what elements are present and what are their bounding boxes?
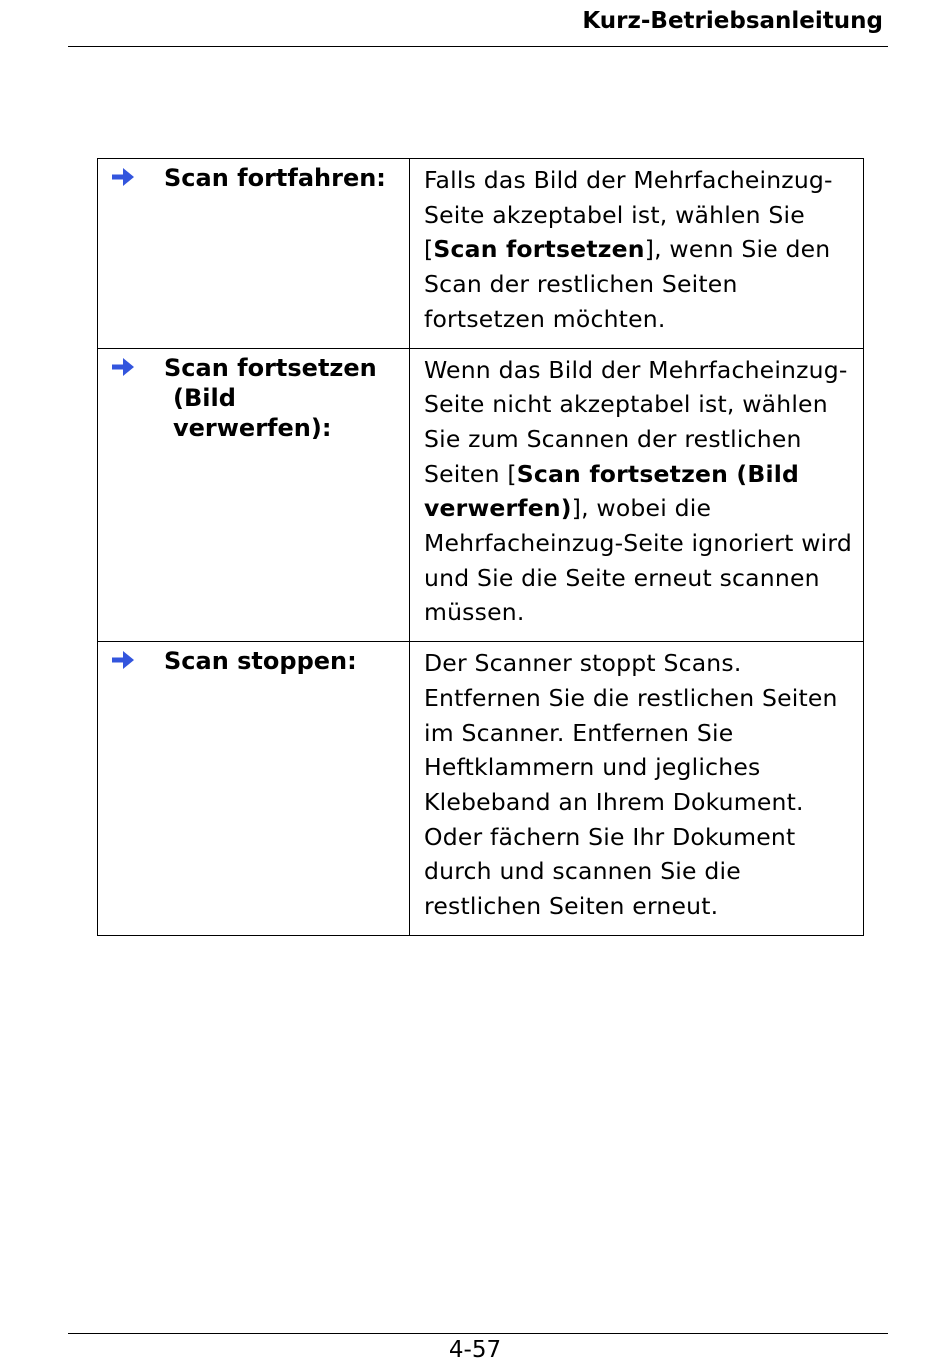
right-arrow-icon — [111, 166, 135, 188]
description-cell — [410, 642, 864, 936]
table-row — [98, 642, 864, 936]
right-arrow-icon — [111, 356, 135, 378]
description-cell — [410, 159, 864, 349]
option-description: Falls das Bild der Mehrfacheinzug-Seite akzeptabel ist, wählen Sie [Scan fortsetzen], wenn Sie den Scan der restlichen Seiten fortsetzen möchten. — [424, 166, 833, 333]
option-description: Wenn das Bild der Mehrfacheinzug-Seite nicht akzeptabel ist, wählen Sie zum Scannen der restlichen Seiten [Scan fortsetzen (Bild verwerfen)], wobei die Mehrfacheinzug-Seite ignoriert wird und Sie die Seite erneut scannen müssen. — [424, 355, 852, 627]
option-label: Scan fortsetzen (Bild verwerfen): — [164, 353, 377, 442]
option-cell — [98, 159, 410, 349]
table-row — [98, 159, 864, 349]
option-label: Scan fortfahren: — [164, 164, 386, 192]
option-description: Der Scanner stoppt Scans. Entfernen Sie die restlichen Seiten im Scanner. Entfernen Sie Heftklammern und jegliches Klebeband an Ihrem Dokument. Oder fächern Sie Ihr Dokument durch und scannen Sie die restlichen Seiten erneut. — [424, 649, 838, 921]
table-row — [98, 348, 864, 642]
page-header-title: Kurz-Betriebsanleitung — [582, 8, 883, 34]
right-arrow-icon — [111, 649, 135, 671]
bold-term: Scan fortsetzen (Bild verwerfen) — [424, 459, 800, 523]
option-label: Scan stoppen: — [164, 647, 357, 676]
options-table — [97, 158, 864, 936]
description-cell — [410, 348, 864, 642]
footer-rule — [68, 1333, 888, 1334]
bold-term: Scan fortsetzen — [433, 235, 645, 264]
header-rule — [68, 46, 888, 47]
page-number: 4-57 — [448, 1337, 502, 1363]
option-cell — [98, 642, 410, 936]
option-cell — [98, 348, 410, 642]
